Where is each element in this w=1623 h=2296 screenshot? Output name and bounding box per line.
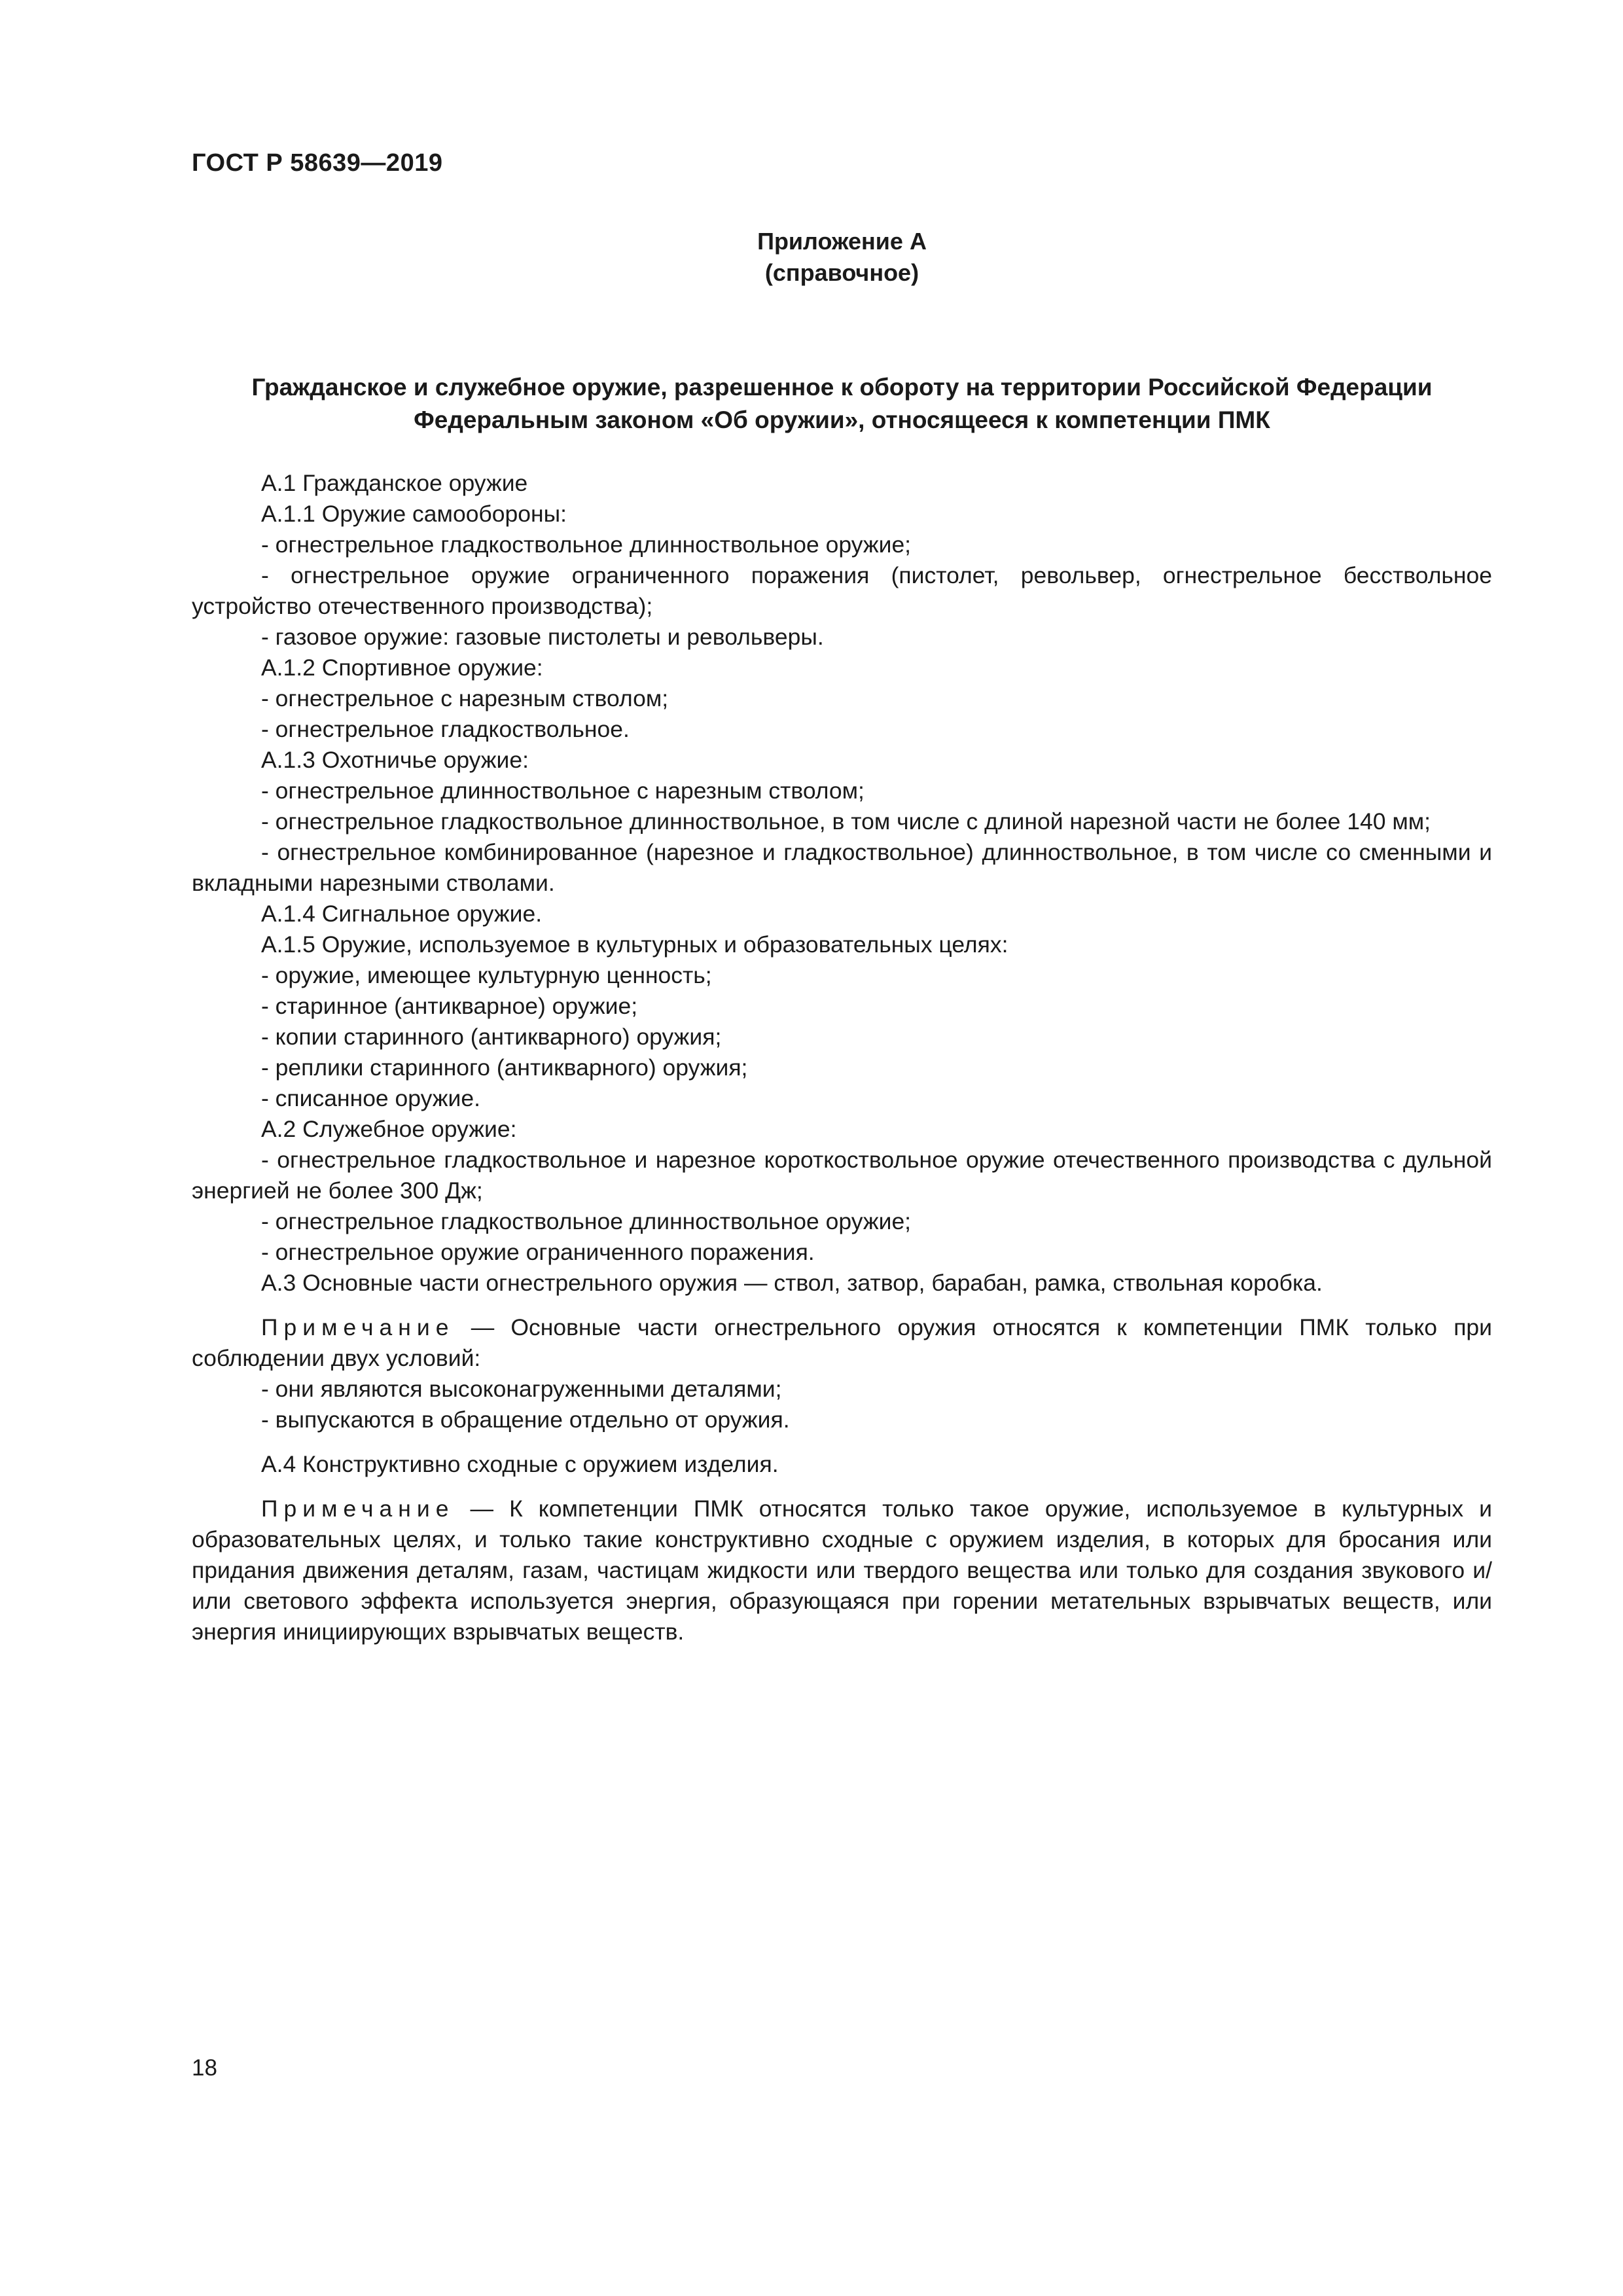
document-code: ГОСТ Р 58639—2019 bbox=[192, 149, 443, 177]
paragraph: А.1.5 Оружие, используемое в культурных и образовательных целях: bbox=[261, 931, 1008, 958]
list-item: - огнестрельное оружие ограниченного поражения (пистолет, револьвер, огнестрельное бесствольное устройство отечественного производства); bbox=[192, 562, 1492, 619]
paragraph: А.1.3 Охотничье оружие: bbox=[261, 747, 529, 773]
note-list-item: - они являются высоконагруженными деталями; bbox=[261, 1376, 782, 1402]
list-item: - огнестрельное гладкоствольное длинноствольное, в том числе с длиной нарезной части не более 140 мм; bbox=[261, 808, 1431, 834]
list-item: - газовое оружие: газовые пистолеты и револьверы. bbox=[261, 624, 824, 650]
section-title-line-2: Федеральным законом «Об оружии», относящееся к компетенции ПМК bbox=[414, 406, 1270, 433]
paragraph: А.1 Гражданское оружие bbox=[261, 470, 528, 496]
note-list-item: - выпускаются в обращение отдельно от оружия. bbox=[261, 1407, 790, 1433]
paragraph: А.3 Основные части огнестрельного оружия — ствол, затвор, барабан, рамка, ствольная коробка. bbox=[261, 1270, 1323, 1296]
list-item: - огнестрельное оружие ограниченного поражения. bbox=[261, 1239, 815, 1265]
note-1 bbox=[192, 1312, 1492, 1374]
paragraph: А.1.2 Спортивное оружие: bbox=[261, 655, 543, 681]
list-item: - реплики старинного (антикварного) оружия; bbox=[261, 1054, 748, 1081]
list-item: - огнестрельное комбинированное (нарезное и гладкоствольное) длинноствольное, в том числе со сменными и вкладными нарезными стволами. bbox=[192, 839, 1492, 896]
list-item: - огнестрельное гладкоствольное и нарезное короткоствольное оружие отечественного производства с дульной энергией не более 300 Дж; bbox=[192, 1147, 1492, 1204]
list-item: - копии старинного (антикварного) оружия; bbox=[261, 1024, 722, 1050]
note-label: Примечание bbox=[261, 1314, 455, 1340]
note-label: Примечание bbox=[261, 1496, 455, 1522]
note-2 bbox=[192, 1494, 1492, 1647]
list-item: - огнестрельное гладкоствольное. bbox=[261, 716, 630, 742]
paragraph: А.1.4 Сигнальное оружие. bbox=[261, 901, 543, 927]
document-body bbox=[192, 468, 1492, 1647]
note-text: — К компетенции ПМК относятся только такое оружие, используемое в культурных и образовательных целях, и только такие конструктивно сходные с оружием изделия, в которых для бросания или придания движения деталям, газам, частицам жидкости или твердого вещества или только для создания звукового и/или светового эффекта используется энергия, образующаяся при горении метательных взрывчатых веществ, или энергия инициирующих взрывчатых веществ. bbox=[192, 1496, 1492, 1645]
appendix-type: (справочное) bbox=[764, 259, 919, 286]
list-item: - огнестрельное длинноствольное с нарезным стволом; bbox=[261, 778, 865, 804]
paragraph: А.1.1 Оружие самообороны: bbox=[261, 501, 567, 527]
list-item: - оружие, имеющее культурную ценность; bbox=[261, 962, 712, 988]
list-item: - огнестрельное гладкоствольное длинноствольное оружие; bbox=[261, 531, 912, 558]
appendix-heading bbox=[192, 226, 1492, 289]
page-number: 18 bbox=[192, 2055, 217, 2081]
paragraph: А.2 Служебное оружие: bbox=[261, 1116, 517, 1142]
section-title-line-1: Гражданское и служебное оружие, разрешенное к обороту на территории Российской Федерации bbox=[251, 374, 1433, 401]
list-item: - списанное оружие. bbox=[261, 1085, 480, 1111]
list-item: - огнестрельное гладкоствольное длинноствольное оружие; bbox=[261, 1208, 912, 1234]
appendix-label: Приложение А bbox=[757, 228, 927, 255]
list-item: - старинное (антикварное) оружие; bbox=[261, 993, 638, 1019]
section-title bbox=[192, 371, 1492, 437]
paragraph-a4: А.4 Конструктивно сходные с оружием изделия. bbox=[261, 1451, 779, 1477]
list-item: - огнестрельное с нарезным стволом; bbox=[261, 685, 669, 711]
note-text: — Основные части огнестрельного оружия относятся к компетенции ПМК только при соблюдении двух условий: bbox=[192, 1314, 1492, 1371]
